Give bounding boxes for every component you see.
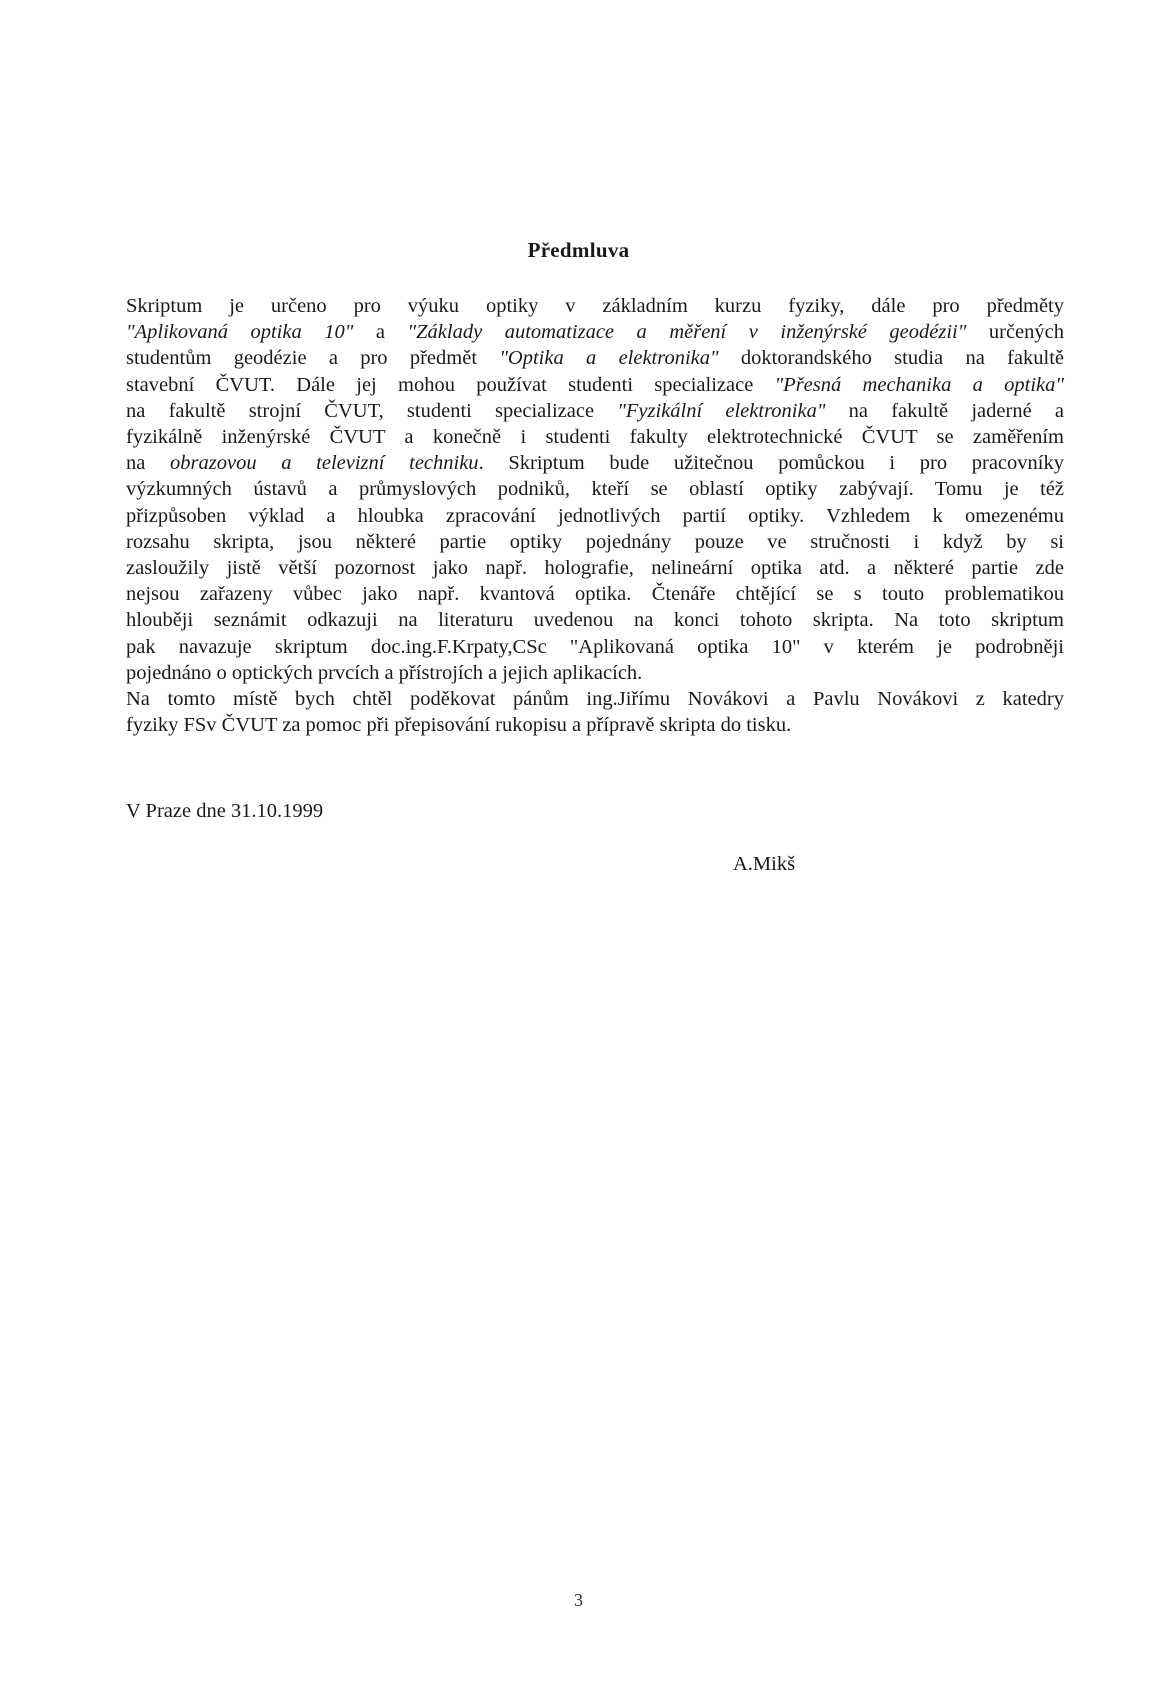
text-line	[126, 607, 1064, 633]
paragraph-main	[126, 293, 1064, 686]
text-segment: doktorandského studia na fakultě	[718, 347, 1064, 370]
text-segment: studentům geodézie a pro předmět	[126, 347, 500, 370]
text-segment: na fakultě jaderné a	[825, 399, 1064, 422]
text-line	[126, 398, 1064, 424]
text-line	[126, 503, 1064, 529]
specialization-title: obrazovou a televizní techniku	[170, 452, 479, 475]
page-number: 3	[574, 1590, 583, 1610]
text-segment: výzkumných ústavů a průmyslových podniků, kteří se oblastí optiky zabývají. Tomu je též	[126, 478, 1064, 501]
text-segment: zasloužily jistě větší pozornost jako např. holografie, nelineární optika atd. a některé partie zde	[126, 557, 1064, 580]
text-line	[126, 450, 1064, 476]
preface-body	[126, 293, 1064, 738]
page-title: Předmluva	[527, 238, 630, 262]
text-segment: fyzikálně inženýrské ČVUT a konečně i studenti fakulty elektrotechnické ČVUT se zaměřením	[126, 426, 1064, 449]
text-segment: a	[353, 321, 408, 344]
text-segment: rozsahu skripta, jsou některé partie optiky pojednány pouze ve stručnosti i když by si	[126, 530, 1064, 553]
course-title: "Optika a elektronika"	[499, 347, 719, 370]
course-title: "Základy automatizace a měření v inženýrské geodézii"	[407, 321, 967, 344]
text-line	[126, 293, 1064, 319]
text-line	[126, 319, 1064, 345]
specialization-title: "Přesná mechanika a optika"	[774, 373, 1064, 396]
text-segment: přizpůsoben výklad a hloubka zpracování jednotlivých partií optiky. Vzhledem k omezenému	[126, 504, 1064, 527]
text-segment: Na tomto místě bych chtěl poděkovat pánům ing.Jiřímu Novákovi a Pavlu Novákovi z katedry	[126, 688, 1064, 711]
text-segment: na	[126, 452, 171, 475]
text-line	[126, 581, 1064, 607]
text-segment: pojednáno o optických prvcích a přístrojích a jejich aplikacích.	[126, 661, 643, 684]
author-signature: A.Mikš	[733, 853, 796, 875]
text-line	[126, 529, 1064, 555]
course-title: "Aplikovaná optika 10"	[126, 321, 354, 344]
text-line	[126, 424, 1064, 450]
text-line	[126, 476, 1064, 502]
text-segment: hlouběji seznámit odkazuji na literaturu uvedenou na konci tohoto skripta. Na toto skriptum	[126, 609, 1064, 632]
text-segment: na fakultě strojní ČVUT, studenti specializace	[126, 399, 618, 422]
text-line	[126, 712, 1064, 738]
text-line	[126, 372, 1064, 398]
text-line	[126, 555, 1064, 581]
text-line	[126, 345, 1064, 371]
text-line	[126, 660, 1064, 686]
text-segment: stavební ČVUT. Dále jej mohou používat studenti specializace	[126, 373, 775, 396]
text-line	[126, 634, 1064, 660]
text-segment: určených	[966, 321, 1065, 344]
paragraph-acknowledgement	[126, 686, 1064, 738]
text-segment: nejsou zařazeny vůbec jako např. kvantová optika. Čtenáře chtějící se s touto problematikou	[126, 583, 1064, 606]
text-segment: Skriptum je určeno pro výuku optiky v základním kurzu fyziky, dále pro předměty	[126, 295, 1064, 317]
text-segment: fyziky FSv ČVUT za pomoc při přepisování rukopisu a přípravě skripta do tisku.	[126, 714, 792, 737]
text-segment: . Skriptum bude užitečnou pomůckou i pro pracovníky	[478, 452, 1064, 475]
dateline: V Praze dne 31.10.1999	[126, 800, 324, 822]
text-line	[126, 686, 1064, 712]
text-segment: pak navazuje skriptum doc.ing.F.Krpaty,CSc "Aplikovaná optika 10" v kterém je podrobněji	[126, 635, 1064, 658]
specialization-title: "Fyzikální elektronika"	[617, 399, 826, 422]
